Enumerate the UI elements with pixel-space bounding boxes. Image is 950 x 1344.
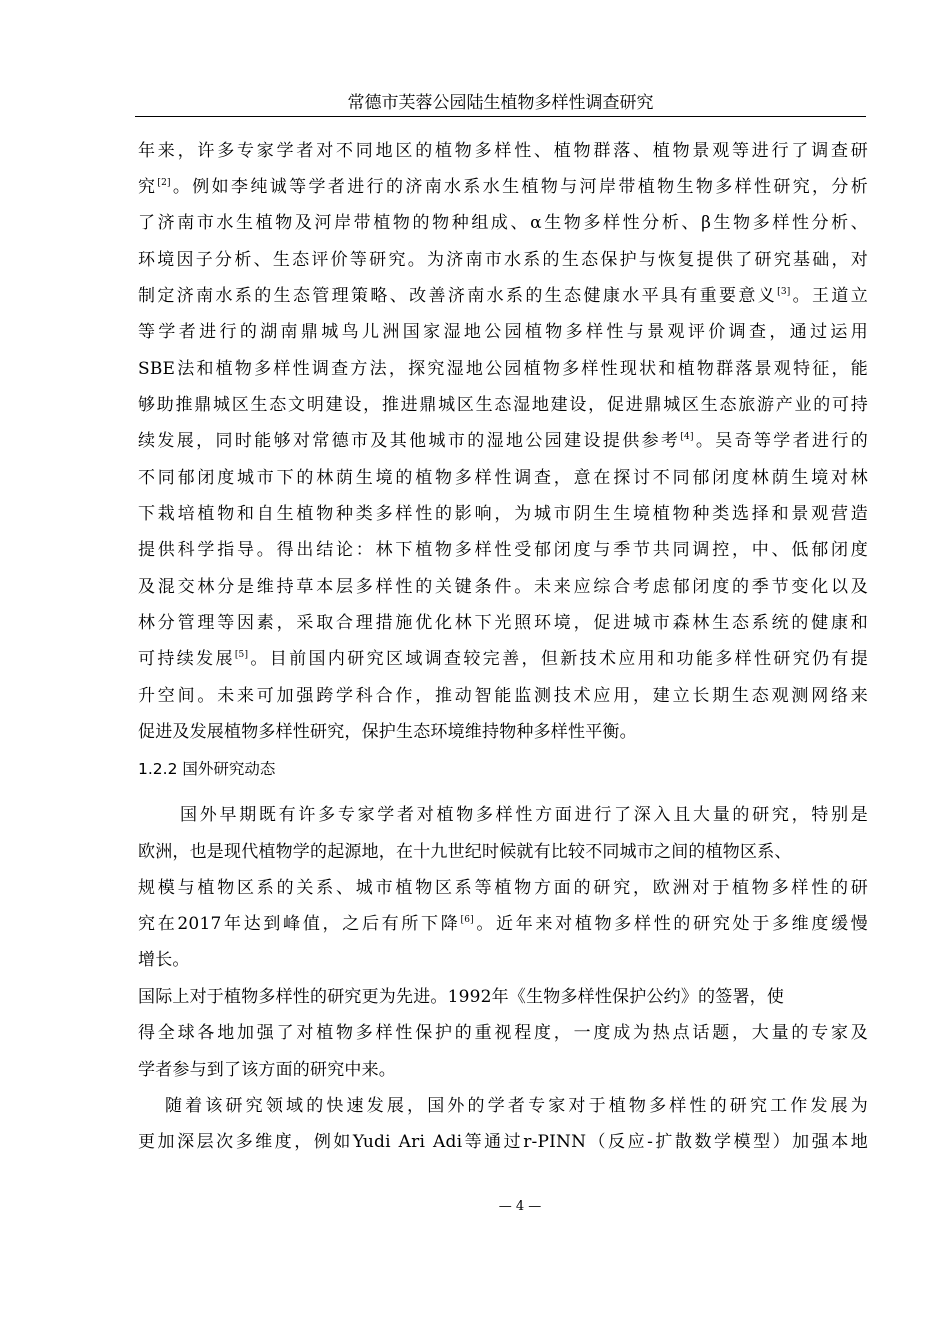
text-fragment: 。目前国内研究区域调查较完善，但新技术应用和功能多样性研究仍有提 <box>248 649 868 669</box>
citation-ref: [6] <box>460 915 474 925</box>
text-fragment: 。近年来对植物多样性的研究处于多维度缓慢 <box>473 914 868 934</box>
page-number: — 4 — <box>498 1199 542 1214</box>
text-line: 不同郁闭度城市下的林荫生境的植物多样性调查，意在探讨不同郁闭度林荫生境对林 <box>138 468 868 488</box>
page-header-title: 常德市芙蓉公园陆生植物多样性调查研究 <box>347 93 654 113</box>
text-line: 够助推鼎城区生态文明建设，推进鼎城区生态湿地建设，促进鼎城区生态旅游产业的可持 <box>138 395 868 415</box>
text-fragment: 究 <box>138 177 158 197</box>
text-line: 国际上对于植物多样性的研究更为先进。1992年《生物多样性保护公约》的签署，使 <box>138 987 785 1007</box>
text-line: 下栽培植物和自生植物种类多样性的影响，为城市阴生生境植物种类选择和景观营造 <box>138 504 868 524</box>
citation-ref: [3] <box>777 287 791 297</box>
text-fragment: 。例如李纯诚等学者进行的济南水系水生植物与河岸带植物生物多样性研究，分析 <box>170 177 868 197</box>
text-fragment: 制定济南水系的生态管理策略、改善济南水系的生态健康水平具有重要意义 <box>138 286 778 306</box>
text-line: 更加深层次多维度，例如Yudi Ari Adi等通过r-PINN（反应-扩散数学模型）加强本地 <box>138 1132 868 1152</box>
text-line: 学者参与到了该方面的研究中来。 <box>138 1060 396 1080</box>
text-line: 随着该研究领域的快速发展，国外的学者专家对于植物多样性的研究工作发展为 <box>165 1096 868 1116</box>
text-fragment: 续发展，同时能够对常德市及其他城市的湿地公园建设提供参考 <box>138 431 681 451</box>
citation-ref: [4] <box>680 432 694 442</box>
text-line <box>138 429 868 453</box>
text-fragment: 。王道立 <box>790 286 868 306</box>
text-fragment: 究在2017年达到峰值，之后有所下降 <box>138 914 461 934</box>
text-line: 林分管理等因素，采取合理措施优化林下光照环境，促进城市森林生态系统的健康和 <box>138 613 868 633</box>
header-divider <box>135 116 866 117</box>
text-line: 及混交林分是维持草本层多样性的关键条件。未来应综合考虑郁闭度的季节变化以及 <box>138 577 868 597</box>
text-line <box>138 284 868 308</box>
text-line: 升空间。未来可加强跨学科合作，推动智能监测技术应用，建立长期生态观测网络来 <box>138 686 868 706</box>
text-line: 得全球各地加强了对植物多样性保护的重视程度，一度成为热点话题，大量的专家及 <box>138 1023 868 1043</box>
text-fragment: 。吴奇等学者进行的 <box>693 431 868 451</box>
citation-ref: [2] <box>157 178 171 188</box>
text-line: SBE法和植物多样性调查方法，探究湿地公园植物多样性现状和植物群落景观特征，能 <box>138 359 868 379</box>
text-fragment: 可持续发展 <box>138 649 235 669</box>
section-heading: 1.2.2 国外研究动态 <box>138 760 276 778</box>
text-line <box>138 912 868 936</box>
text-line <box>138 647 868 671</box>
text-line: 增长。 <box>138 950 190 970</box>
text-line <box>138 175 868 199</box>
text-line: 欧洲，也是现代植物学的起源地，在十九世纪时候就有比较不同城市之间的植物区系、 <box>138 842 792 862</box>
text-line: 提供科学指导。得出结论：林下植物多样性受郁闭度与季节共同调控，中、低郁闭度 <box>138 540 868 560</box>
text-line: 年来，许多专家学者对不同地区的植物多样性、植物群落、植物景观等进行了调查研 <box>138 141 868 161</box>
text-line: 促进及发展植物多样性研究，保护生态环境维持物种多样性平衡。 <box>138 722 637 742</box>
text-line: 环境因子分析、生态评价等研究。为济南市水系的生态保护与恢复提供了研究基础，对 <box>138 250 868 270</box>
text-line: 等学者进行的湖南鼎城鸟儿洲国家湿地公园植物多样性与景观评价调查，通过运用 <box>138 322 868 342</box>
text-line: 规模与植物区系的关系、城市植物区系等植物方面的研究，欧洲对于植物多样性的研 <box>138 878 868 898</box>
text-line: 国外早期既有许多专家学者对植物多样性方面进行了深入且大量的研究，特别是 <box>180 805 868 825</box>
text-line: 了济南市水生植物及河岸带植物的物种组成、α生物多样性分析、β生物多样性分析、 <box>138 213 868 233</box>
citation-ref: [5] <box>234 650 249 660</box>
